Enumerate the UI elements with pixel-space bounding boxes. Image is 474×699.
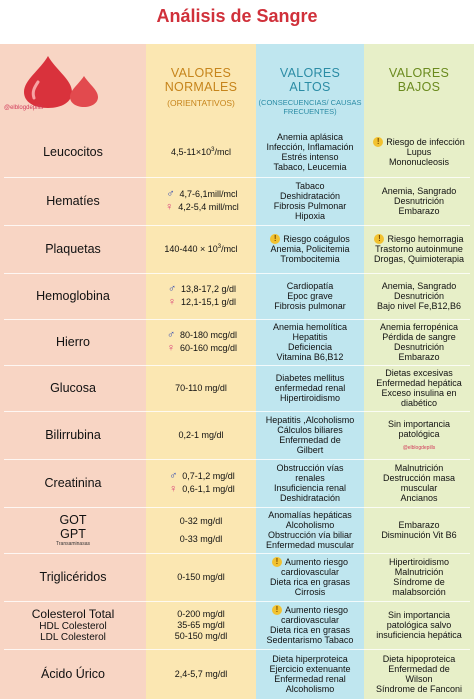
row-name-cell: [0, 274, 146, 318]
female-icon: ♀: [166, 342, 176, 354]
female-icon: ♀: [165, 201, 174, 213]
high-line: Deficiencia: [287, 342, 333, 352]
high-line: Enfermedad de: [279, 435, 341, 445]
low-line: Lupus: [406, 147, 432, 157]
high-line: Gilbert: [296, 445, 324, 455]
low-line: Anemia, Sangrado: [381, 186, 457, 196]
low-line: Embarazo: [398, 352, 440, 362]
header-normal: [146, 50, 256, 112]
high-line: Aumento riesgo: [284, 605, 349, 615]
header-high: [256, 50, 364, 116]
normal-male-value: 0,7-1,2 mg/dl: [182, 471, 235, 481]
row-name-3: LDL Colesterol: [40, 631, 106, 643]
warning-icon: !: [374, 234, 384, 244]
warning-icon: !: [373, 137, 383, 147]
high-line: Ejercicio extenuante: [269, 664, 351, 674]
normal-value: 70-110 mg/dl: [175, 383, 227, 393]
low-line: Desnutrición: [393, 291, 445, 301]
male-icon: ♂: [167, 283, 177, 295]
high-line: Dieta rica en grasas: [269, 577, 351, 587]
low-line: malabsorción: [392, 587, 446, 597]
high-line: Cirrosis: [294, 587, 326, 597]
male-icon: ♂: [166, 188, 175, 200]
normal-female-value: 60-160 mcg/dl: [179, 343, 238, 353]
row-normal-cell: [146, 602, 256, 648]
low-line: Síndrome de: [393, 577, 445, 587]
row-normal-cell: [146, 226, 256, 272]
row-name: Hierro: [55, 335, 91, 349]
high-line: Cardiopatía: [286, 281, 334, 291]
low-line: Sin importancia: [387, 610, 451, 620]
high-line: Fibrosis pulmonar: [274, 301, 346, 311]
normal-value: 0-200 mg/dl: [177, 608, 225, 619]
row-name: Plaquetas: [45, 242, 101, 256]
normal-unit: /mcl: [221, 244, 238, 254]
high-line: Alcoholismo: [285, 520, 335, 530]
high-line: Tabaco, Leucemia: [273, 162, 347, 172]
normal-male-value: 4,7-6,1mill/mcl: [179, 189, 238, 199]
header-high-line2: ALTOS: [289, 80, 331, 94]
high-line: enfermedad renal: [274, 383, 346, 393]
row-name-2: HDL Colesterol: [39, 620, 107, 632]
row-name-cell: [0, 460, 146, 506]
row-high-cell: [256, 366, 364, 410]
table-row: [0, 460, 474, 506]
warning-icon: !: [272, 557, 282, 567]
normal-value: 140-440 × 10: [164, 244, 218, 254]
header-normal-line1: VALORES: [170, 66, 232, 80]
normal-value: 0-150 mg/dl: [177, 572, 225, 582]
row-normal-cell: [146, 554, 256, 600]
row-low-cell: [364, 226, 474, 272]
normal-value-2: 0-33 mg/dl: [179, 534, 223, 544]
table-row: [0, 366, 474, 410]
row-name: Creatinina: [44, 476, 102, 490]
high-line: cardiovascular: [280, 615, 340, 625]
low-line: Desnutrición: [393, 196, 445, 206]
male-icon: ♂: [166, 329, 176, 341]
header-normal-sub: (ORIENTATIVOS): [167, 98, 235, 108]
table-row: [0, 178, 474, 224]
low-line: Síndrome de Fanconi: [375, 684, 463, 694]
row-name-cell: [0, 128, 146, 176]
row-low-cell: [364, 412, 474, 458]
high-line: Diabetes mellitus: [275, 373, 345, 383]
header-low-line1: VALORES: [388, 66, 450, 80]
high-line: Obstrucción vía biliar: [267, 530, 353, 540]
high-line: Enfermedad muscular: [265, 540, 355, 550]
high-line: Epoc grave: [287, 291, 333, 301]
row-high-cell: [256, 226, 364, 272]
male-icon: ♂: [169, 470, 178, 482]
row-low-cell: [364, 178, 474, 224]
high-line: Dieta rica en grasas: [269, 625, 351, 635]
female-icon: ♀: [169, 483, 178, 495]
low-line: Anemia ferropénica: [379, 322, 459, 332]
table-row: [0, 650, 474, 698]
row-normal-cell: [146, 320, 256, 364]
table-row: [0, 554, 474, 600]
header-low: [364, 50, 474, 112]
high-line: Fibrosis Pulmonar: [273, 201, 347, 211]
low-line: Enfermedad de: [388, 664, 450, 674]
low-line: Malnutrición: [394, 463, 444, 473]
normal-value-2: 35-65 mg/dl: [177, 619, 225, 630]
row-high-cell: [256, 460, 364, 506]
normal-value: 2,4-5,7 mg/dl: [174, 669, 228, 679]
row-high-cell: [256, 412, 364, 458]
normal-value: 0-32 mg/dl: [179, 516, 223, 526]
low-line: Riesgo de infección: [386, 137, 465, 147]
normal-male-value: 80-180 mcg/dl: [179, 330, 238, 340]
female-icon: ♀: [167, 296, 177, 308]
high-line: Deshidratación: [279, 493, 341, 503]
table-row: [0, 128, 474, 176]
low-line: Sin importancia: [387, 419, 451, 429]
low-line: Drogas, Quimioterapia: [373, 254, 465, 264]
row-high-cell: [256, 178, 364, 224]
low-line: Trastorno autoinmune: [375, 244, 463, 254]
row-name-sub: Transaminasas: [56, 541, 90, 547]
high-line: Hipoxia: [294, 211, 325, 221]
low-line: insuficiencia hepática: [376, 630, 462, 640]
table-row: [0, 412, 474, 458]
row-name-cell: [0, 554, 146, 600]
high-line: Insuficiencia renal: [273, 483, 347, 493]
header-high-line1: VALORES: [279, 66, 341, 80]
table-row: [0, 226, 474, 272]
row-high-cell: [256, 554, 364, 600]
high-line: renales: [295, 473, 325, 483]
warning-icon: !: [270, 234, 280, 244]
row-normal-cell: [146, 178, 256, 224]
row-name-cell: [0, 508, 146, 552]
high-line: Hepatitis: [292, 332, 328, 342]
low-line: diabético: [400, 398, 438, 408]
high-line: Hepatitis ,Alcoholismo: [265, 415, 355, 425]
low-line: Hipertiroidismo: [388, 557, 450, 567]
low-line: Dieta hipoproteica: [382, 654, 456, 664]
normal-exponent: 3: [211, 147, 215, 153]
high-line: Vitamina B6,B12: [276, 352, 344, 362]
normal-value-3: 50-150 mg/dl: [174, 630, 228, 641]
table-row: [0, 508, 474, 552]
row-name: Bilirrubina: [45, 428, 101, 442]
low-line: Desnutrición: [393, 342, 445, 352]
high-line: Sedentarismo Tabaco: [266, 635, 354, 645]
blood-drops-icon: [10, 52, 110, 108]
row-name-cell: [0, 366, 146, 410]
row-low-cell: [364, 320, 474, 364]
row-name-cell: [0, 320, 146, 364]
low-line: Anemia, Sangrado: [381, 281, 457, 291]
row-normal-cell: [146, 508, 256, 552]
row-normal-cell: [146, 128, 256, 176]
low-line: Exceso insulina en: [381, 388, 457, 398]
high-line: Obstrucción vías: [276, 463, 344, 473]
low-line: Bajo nivel Fe,B12,B6: [376, 301, 462, 311]
row-name-cell: [0, 650, 146, 698]
row-low-cell: [364, 274, 474, 318]
row-name-cell: [0, 178, 146, 224]
normal-exponent: 3: [217, 244, 222, 250]
row-name: Hematíes: [46, 194, 100, 208]
normal-value: 0,2-1 mg/dl: [178, 430, 224, 440]
high-line: Estrés intenso: [281, 152, 339, 162]
low-line: Wilson: [405, 674, 433, 684]
high-line: Alcoholismo: [285, 684, 335, 694]
normal-unit: /mcl: [214, 147, 231, 157]
row-high-cell: [256, 128, 364, 176]
page-title: Análisis de Sangre: [156, 6, 318, 26]
row-normal-cell: [146, 412, 256, 458]
header-low-line2: BAJOS: [397, 80, 441, 94]
high-line: Infección, Inflamación: [266, 142, 354, 152]
normal-female-value: 4,2-5,4 mill/mcl: [178, 202, 239, 212]
row-name: Triglicéridos: [39, 570, 107, 584]
high-line: Aumento riesgo: [284, 557, 349, 567]
low-line: Mononucleosis: [388, 157, 450, 167]
normal-female-value: 0,6-1,1 mg/dl: [182, 484, 235, 494]
high-line: Anemia aplásica: [276, 132, 344, 142]
row-name: Ácido Úrico: [41, 667, 105, 681]
row-low-cell: [364, 508, 474, 552]
row-low-cell: [364, 366, 474, 410]
row-name: Glucosa: [50, 381, 96, 395]
table-row: [0, 602, 474, 648]
normal-value: 4,5-11×10: [171, 147, 212, 157]
row-low-cell: [364, 554, 474, 600]
low-line: patológica: [398, 429, 440, 439]
high-line: Riesgo coágulos: [283, 234, 350, 244]
row-high-cell: [256, 602, 364, 648]
normal-female-value: 12,1-15,1 g/dl: [180, 297, 237, 307]
row-name: GOT: [59, 513, 87, 527]
row-high-cell: [256, 320, 364, 364]
low-line: Disminución Vit B6: [381, 530, 457, 540]
low-line: Embarazo: [398, 206, 440, 216]
row-high-cell: [256, 274, 364, 318]
row-low-cell: [364, 602, 474, 648]
header-normal-line2: NORMALES: [164, 80, 238, 94]
high-line: Hipertiroidismo: [279, 393, 341, 403]
warning-icon: !: [272, 605, 282, 615]
high-line: Enfermedad renal: [274, 674, 346, 684]
high-line: Anemia hemolítica: [272, 322, 348, 332]
row-normal-cell: [146, 366, 256, 410]
high-line: Dieta hiperproteica: [272, 654, 348, 664]
high-line: Tabaco: [295, 181, 325, 191]
header-high-sub: (CONSECUENCIAS/ CAUSAS FRECUENTES): [258, 98, 362, 116]
high-line: Deshidratación: [279, 191, 341, 201]
row-normal-cell: [146, 274, 256, 318]
row-name-cell: [0, 226, 146, 272]
low-line: Riesgo hemorragia: [387, 234, 464, 244]
row-name-2: GPT: [60, 527, 86, 541]
row-normal-cell: [146, 650, 256, 698]
low-line: Ancianos: [400, 493, 438, 503]
row-high-cell: [256, 650, 364, 698]
row-name: Hemoglobina: [36, 289, 110, 303]
row-normal-cell: [146, 460, 256, 506]
low-line: patológica salvo: [386, 620, 452, 630]
row-name: Colesterol Total: [31, 606, 115, 621]
author-handle: @elblogdepills: [402, 445, 436, 451]
row-low-cell: [364, 128, 474, 176]
high-line: cardiovascular: [280, 567, 340, 577]
table-row: [0, 320, 474, 364]
low-line: muscular: [400, 483, 438, 493]
row-low-cell: [364, 650, 474, 698]
high-line: Trombocitemia: [280, 254, 340, 264]
table-row: [0, 274, 474, 318]
low-line: Dietas excesivas: [385, 368, 453, 378]
row-high-cell: [256, 508, 364, 552]
row-name: Leucocitos: [43, 145, 103, 159]
low-line: Pérdida de sangre: [382, 332, 456, 342]
row-name-cell: [0, 602, 146, 648]
low-line: Destrucción masa: [382, 473, 456, 483]
row-low-cell: [364, 460, 474, 506]
normal-male-value: 13,8-17,2 g/dl: [180, 284, 237, 294]
low-line: Malnutrición: [394, 567, 444, 577]
row-name-cell: [0, 412, 146, 458]
author-handle: @elblogdepills: [4, 105, 44, 111]
low-line: Enfermedad hepática: [376, 378, 462, 388]
high-line: Cálculos biliares: [277, 425, 343, 435]
high-line: Anomalías hepáticas: [268, 510, 352, 520]
low-line: Embarazo: [398, 520, 440, 530]
high-line: Anemia, Policitemia: [270, 244, 350, 254]
